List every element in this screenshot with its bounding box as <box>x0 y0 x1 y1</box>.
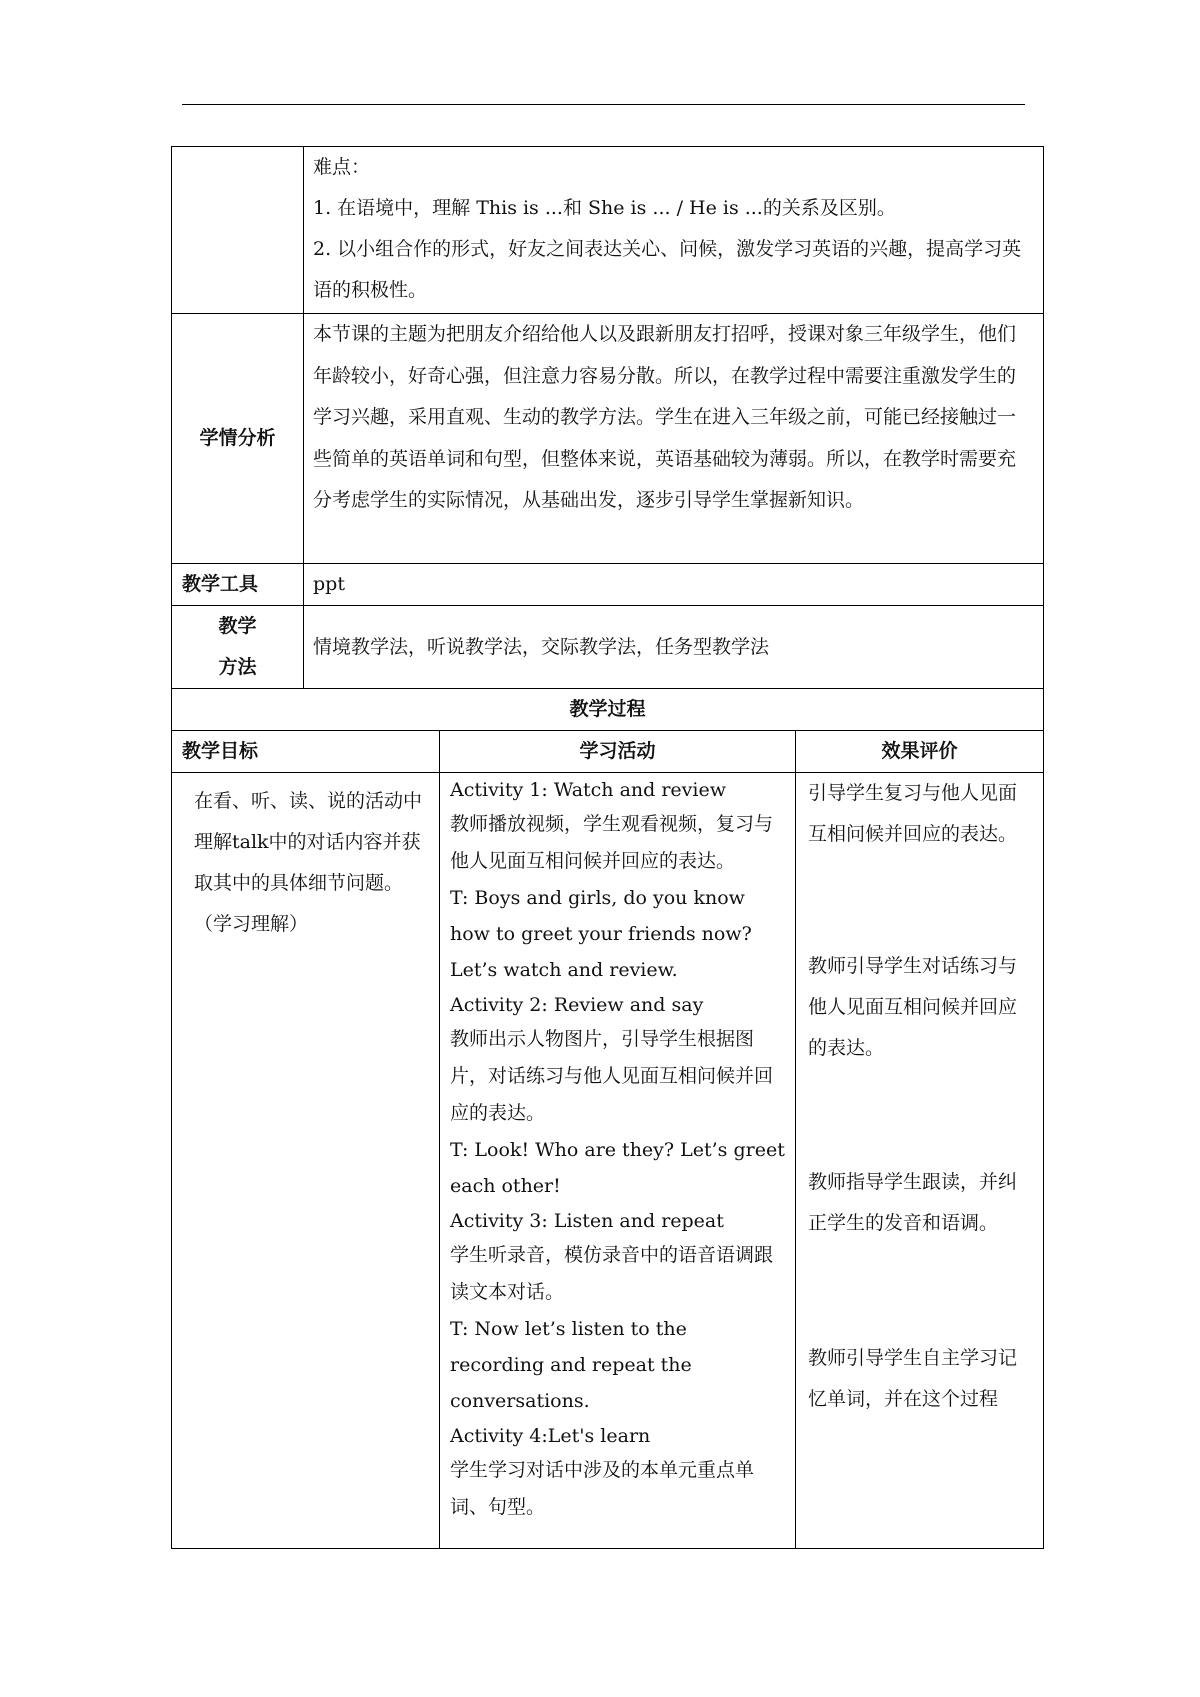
methods-label-line1: 教学 <box>218 615 257 637</box>
difficulty-item: 1. 在语境中，理解 This is ...和 She is ... / He is ...的关系及区别。 <box>313 197 896 219</box>
eval-text: 教师指导学生跟读，并纠正学生的发音和语调。 <box>808 1171 1018 1234</box>
methods-label-cell <box>172 606 304 689</box>
lesson-plan-table <box>171 146 1044 1549</box>
activity-block <box>450 990 787 1204</box>
activity-title: Activity 1: Watch and review <box>450 779 726 801</box>
eval-text: 引导学生复习与他人见面互相问候并回应的表达。 <box>808 782 1018 845</box>
tools-label: 教学工具 <box>172 564 304 606</box>
eval-text: 教师引导学生自主学习记忆单词，并在这个过程 <box>808 1347 1018 1410</box>
process-header-row <box>172 731 1044 773</box>
student-analysis-label: 学情分析 <box>172 314 304 564</box>
eval-cell <box>796 773 1044 1549</box>
activity-teacher-line: T: Boys and girls, do you know how to greet your friends now? Let’s watch and review. <box>450 887 752 981</box>
activity-desc: 教师出示人物图片，引导学生根据图片，对话练习与他人见面互相问候并回应的表达。 <box>450 1028 774 1124</box>
activity-block <box>450 1206 787 1419</box>
activity-teacher-line: T: Look! Who are they? Let’s greet each other! <box>450 1139 785 1197</box>
difficulty-item: 2. 以小组合作的形式，好友之间表达关心、问候，激发学习英语的兴趣，提高学习英语的积极性。 <box>313 238 1022 301</box>
tools-cell <box>304 564 1044 606</box>
methods-row <box>172 606 1044 689</box>
student-analysis-row <box>172 314 1044 564</box>
tools-row <box>172 564 1044 606</box>
tools-value: ppt <box>313 573 345 595</box>
process-content-row <box>172 773 1044 1549</box>
student-analysis-cell <box>304 314 1044 564</box>
col-activity-header: 学习活动 <box>440 731 796 773</box>
col-eval-header: 效果评价 <box>796 731 1044 773</box>
activity-title: Activity 2: Review and say <box>450 994 704 1016</box>
col-goal-header: 教学目标 <box>172 731 440 773</box>
activity-block <box>450 775 787 988</box>
activity-title: Activity 4:Let's learn <box>450 1425 651 1447</box>
activity-desc: 学生听录音，模仿录音中的语音语调跟读文本对话。 <box>450 1244 774 1303</box>
difficulty-label-cell <box>172 147 304 314</box>
goal-cell <box>172 773 440 1549</box>
goal-text: 在看、听、读、说的活动中理解talk中的对话内容并获取其中的具体细节问题。（学习理解） <box>194 790 423 935</box>
activity-title: Activity 3: Listen and repeat <box>450 1210 724 1232</box>
activity-desc: 学生学习对话中涉及的本单元重点单词、句型。 <box>450 1459 755 1518</box>
activity-cell <box>440 773 796 1549</box>
activity-block <box>450 1421 787 1526</box>
difficulty-row <box>172 147 1044 314</box>
header-rule <box>182 104 1025 105</box>
activity-desc: 教师播放视频，学生观看视频，复习与他人见面互相问候并回应的表达。 <box>450 813 774 872</box>
process-title-row <box>172 689 1044 731</box>
process-title: 教学过程 <box>172 689 1044 731</box>
difficulty-heading: 难点： <box>313 156 371 178</box>
eval-text: 教师引导学生对话练习与他人见面互相问候并回应的表达。 <box>808 955 1018 1059</box>
methods-label-line2: 方法 <box>218 656 257 678</box>
methods-value: 情境教学法，听说教学法，交际教学法，任务型教学法 <box>313 635 770 658</box>
difficulty-cell <box>304 147 1044 314</box>
activity-teacher-line: T: Now let’s listen to the recording and repeat the conversations. <box>450 1318 692 1412</box>
student-analysis-text: 本节课的主题为把朋友介绍给他人以及跟新朋友打招呼，授课对象三年级学生，他们年龄较小，好奇心强，但注意力容易分散。所以，在教学过程中需要注重激发学生的学习兴趣，采用直观、生动的教学方法。学生在进入三年级之前，可能已经接触过一些简单的英语单词和句型，但整体来说，英语基础较为薄弱。所以，在教学时需要充分考虑学生的实际情况，从基础出发，逐步引导学生掌握新知识。 <box>313 323 1017 511</box>
methods-cell <box>304 606 1044 689</box>
